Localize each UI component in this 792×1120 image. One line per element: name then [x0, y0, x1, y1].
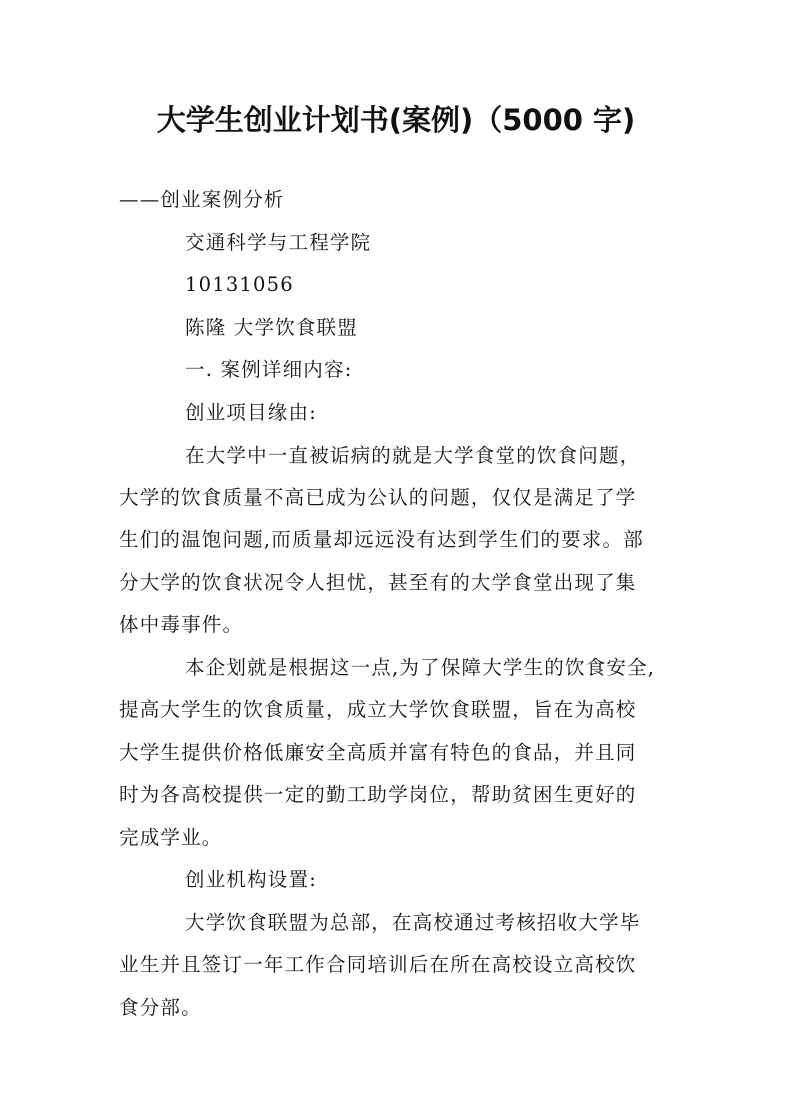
- paragraph-3-line: 业生并且签订一年工作合同培训后在所在高校设立高校饮: [119, 953, 637, 976]
- paragraph-3-line: 食分部。: [119, 996, 202, 1019]
- paragraph-1-line: 在大学中一直被诟病的就是大学食堂的饮食问题，: [185, 444, 641, 467]
- paragraph-3-line: 大学饮食联盟为总部，在高校通过考核招收大学毕: [185, 911, 641, 934]
- paragraph-1-line: 分大学的饮食状况令人担忧，甚至有的大学食堂出现了集: [119, 571, 637, 594]
- paragraph-1-line: 体中毒事件。: [119, 613, 244, 636]
- school-name: 交通科学与工程学院: [185, 231, 372, 254]
- paragraph-2-line: 大学生提供价格低廉安全高质并富有特色的食品，并且同: [119, 741, 637, 764]
- paragraph-2-line: 完成学业。: [119, 826, 223, 849]
- paragraph-2-line: 本企划就是根据这一点,为了保障大学生的饮食安全,: [185, 656, 656, 679]
- paragraph-2-line: 提高大学生的饮食质量，成立大学饮食联盟，旨在为高校: [119, 698, 637, 721]
- section-heading: 一. 案例详细内容:: [185, 358, 353, 381]
- document-title: 大学生创业计划书(案例)（5000 字): [156, 103, 636, 137]
- author-project: 陈隆 大学饮食联盟: [185, 316, 358, 339]
- student-id: 10131056: [185, 273, 294, 296]
- subheading-organization: 创业机构设置:: [185, 868, 317, 891]
- document-subtitle: ——创业案例分析: [119, 188, 285, 211]
- subheading-project-origin: 创业项目缘由:: [185, 401, 317, 424]
- paragraph-1-line: 生们的温饱问题,而质量却远远没有达到学生们的要求。部: [119, 528, 644, 551]
- paragraph-2-line: 时为各高校提供一定的勤工助学岗位，帮助贫困生更好的: [119, 783, 637, 806]
- paragraph-1-line: 大学的饮食质量不高已成为公认的问题，仅仅是满足了学: [119, 486, 637, 509]
